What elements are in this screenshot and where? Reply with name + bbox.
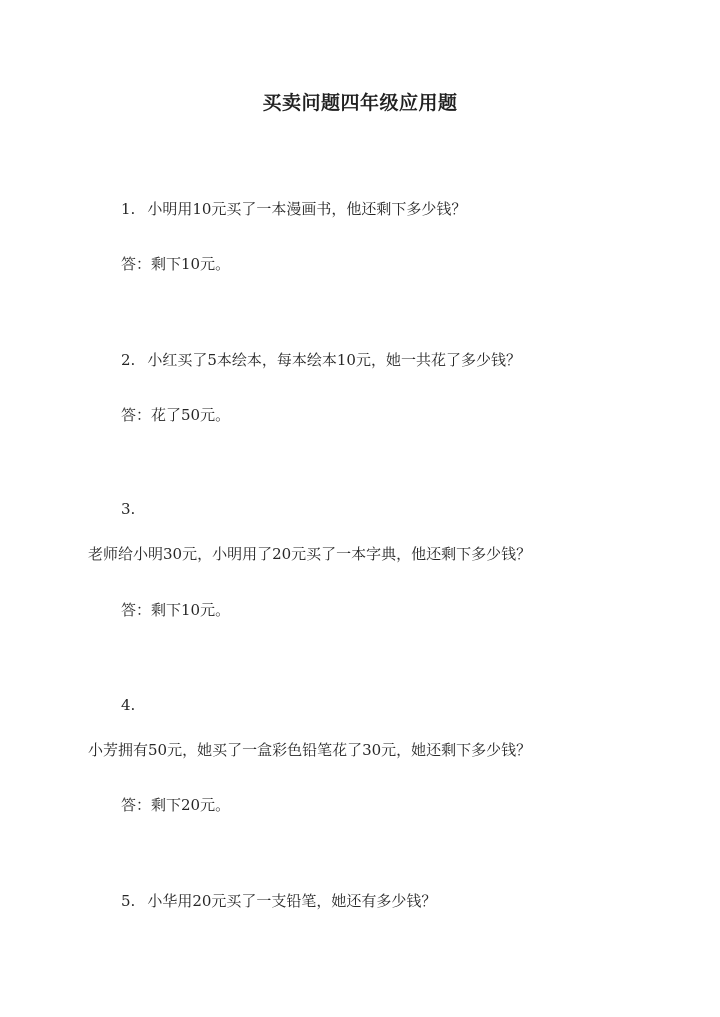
problem-2-question: 小红买了5本绘本，每本绘本10元，她一共花了多少钱？ [147,351,521,369]
problem-4-answer: 答：剩下20元。 [121,796,231,814]
problem-1-number: 1. [121,200,136,218]
problem-1-question: 小明用10元买了一本漫画书，他还剩下多少钱？ [147,200,467,218]
document-title: 买卖问题四年级应用题 [262,92,458,114]
problem-4-question: 小芳拥有50元，她买了一盒彩色铅笔花了30元，她还剩下多少钱？ [88,741,532,759]
problem-5-question: 小华用20元买了一支铅笔，她还有多少钱？ [147,892,437,910]
problem-2-number: 2. [121,351,136,369]
problem-3-question: 老师给小明30元，小明用了20元买了一本字典，他还剩下多少钱？ [88,545,532,563]
problem-1-answer: 答：剩下10元。 [121,255,231,273]
problem-1-question-line [121,198,466,219]
problem-2-question-line [121,349,521,370]
problem-5-number: 5. [121,892,136,910]
problem-3-answer: 答：剩下10元。 [121,601,231,619]
problem-3-number: 3. [121,500,136,518]
problem-5-question-line [121,890,436,911]
problem-4-number: 4. [121,696,136,714]
problem-2-answer: 答：花了50元。 [121,406,231,424]
